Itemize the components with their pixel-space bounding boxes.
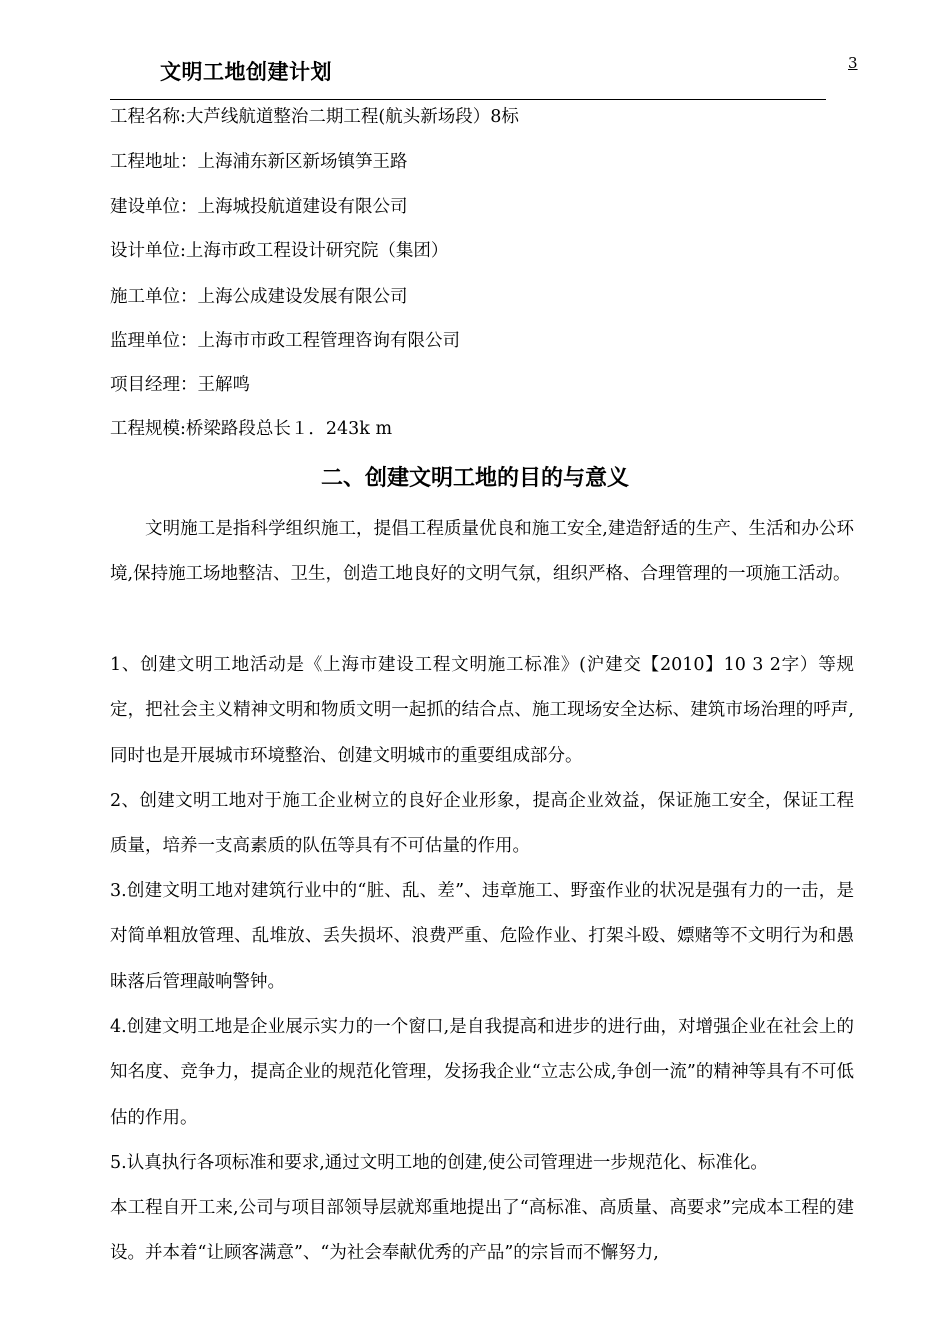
paragraph-point-1: 1、创建文明工地活动是《上海市建设工程文明施工标准》(沪建交【2010】10 3 2字）等规定，把社会主义精神文明和物质文明一起抓的结合点、施工现场安全达标、建筑市场治理的呼声,同时也是开展城市环境整治、创建文明城市的重要组成部分。 [110,655,854,766]
supervision-unit: 监理单位：上海市市政工程管理咨询有限公司 [110,331,460,351]
document-title: 文明工地创建计划 [160,60,332,84]
page-number: 3 [848,54,858,72]
paragraph-intro: 文明施工是指科学组织施工，提倡工程质量优良和施工安全,建造舒适的生产、生活和办公环境,保持施工场地整洁、卫生，创造工地良好的文明气氛，组织严格、合理管理的一项施工活动。 [110,519,854,585]
header-divider [110,99,826,100]
paragraph-point-4: 4.创建文明工地是企业展示实力的一个窗口,是自我提高和进步的进行曲，对增强企业在社会上的知名度、竞争力，提高企业的规范化管理，发扬我企业“立志公成,争创一流”的精神等具有不可低估的作用。 [110,1017,854,1128]
project-address: 工程地址：上海浦东新区新场镇笋王路 [110,152,408,172]
paragraph-closing: 本工程自开工来,公司与项目部领导层就郑重地提出了“高标准、高质量、高要求”完成本工程的建设。并本着“让顾客满意”、“为社会奉献优秀的产品”的宗旨而不懈努力, [110,1198,854,1264]
construction-owner: 建设单位：上海城投航道建设有限公司 [110,197,408,217]
paragraph-point-5: 5.认真执行各项标准和要求,通过文明工地的创建,使公司管理进一步规范化、标准化。 [110,1153,768,1173]
section-heading: 二、创建文明工地的目的与意义 [320,466,629,491]
project-manager: 项目经理：王解鸣 [110,375,250,395]
construction-unit: 施工单位：上海公成建设发展有限公司 [110,287,408,307]
project-name: 工程名称:大芦线航道整治二期工程(航头新场段）8标 [110,107,519,127]
design-unit: 设计单位:上海市政工程设计研究院（集团） [110,241,449,261]
paragraph-point-2: 2、创建文明工地对于施工企业树立的良好企业形象，提高企业效益，保证施工安全，保证工程质量，培养一支高素质的队伍等具有不可估量的作用。 [110,791,854,857]
paragraph-point-3: 3.创建文明工地对建筑行业中的“脏、乱、差”、违章施工、野蛮作业的状况是强有力的一击，是对简单粗放管理、乱堆放、丢失损坏、浪费严重、危险作业、打架斗殴、嫖赌等不文明行为和愚昧落后管理敲响警钟。 [110,881,854,992]
project-scale: 工程规模:桥梁路段总长１．243k m [110,419,393,439]
